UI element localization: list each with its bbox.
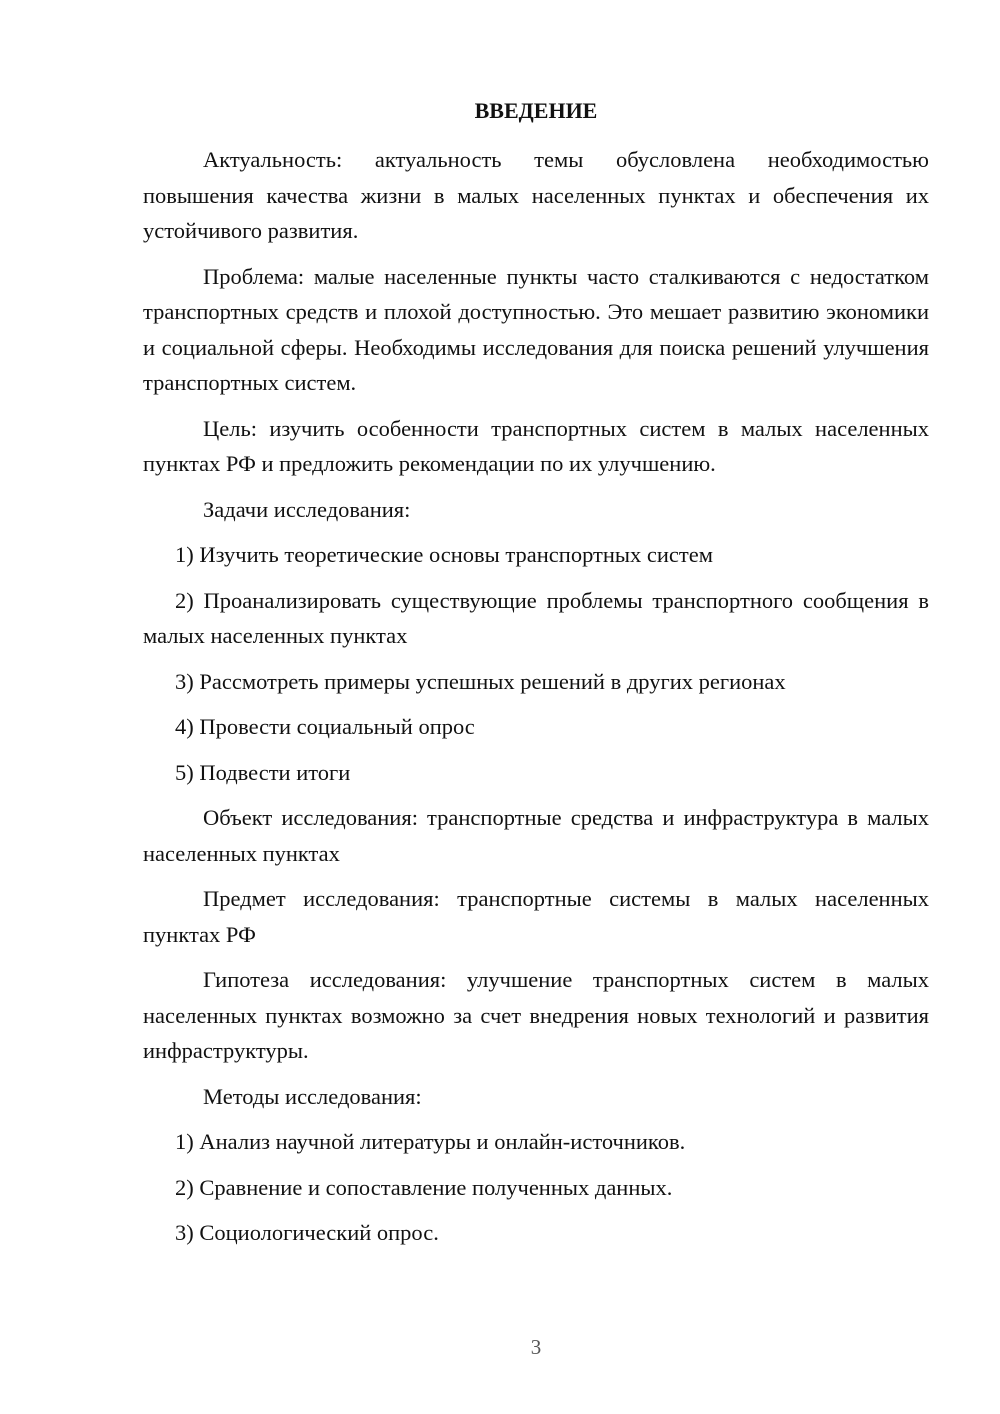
task-item: 1) Изучить теоретические основы транспортных систем xyxy=(175,542,713,567)
paragraph-relevance: Актуальность: актуальность темы обусловлена необходимостью повышения качества жизни в малых населенных пунктах и обеспечения их устойчивого развития. xyxy=(143,147,929,243)
document-body xyxy=(143,142,929,1261)
paragraph-problem: Проблема: малые населенные пункты часто сталкиваются с недостатком транспортных средств и плохой доступностью. Это мешает развитию экономики и социальной сферы. Необходимы исследования для поиска решений улучшения транспортных систем. xyxy=(143,263,929,395)
page-title: ВВЕДЕНИЕ xyxy=(474,98,598,123)
method-item: 2) Сравнение и сопоставление полученных данных. xyxy=(175,1174,673,1200)
paragraph-goal: Цель: изучить особенности транспортных систем в малых населенных пунктах РФ и предложить рекомендации по их улучшению. xyxy=(143,415,929,476)
page-number: 3 xyxy=(530,1335,542,1359)
tasks-heading: Задачи исследования: xyxy=(203,496,411,522)
method-item: 1) Анализ научной литературы и онлайн-источников. xyxy=(175,1129,686,1154)
task-item: 4) Провести социальный опрос xyxy=(175,714,475,739)
method-item: 3) Социологический опрос. xyxy=(175,1220,439,1245)
task-item: 2) Проанализировать существующие проблемы транспортного сообщения в малых населенных пунктах xyxy=(143,587,929,648)
paragraph-object: Объект исследования: транспортные средства и инфраструктура в малых населенных пунктах xyxy=(143,805,929,866)
paragraph-hypothesis: Гипотеза исследования: улучшение транспортных систем в малых населенных пунктах возможно за счет внедрения новых технологий и развития инфраструктуры. xyxy=(143,967,929,1063)
task-item: 5) Подвести итоги xyxy=(175,759,351,785)
paragraph-subject: Предмет исследования: транспортные системы в малых населенных пунктах РФ xyxy=(143,886,929,947)
methods-heading: Методы исследования: xyxy=(203,1083,422,1109)
task-item: 3) Рассмотреть примеры успешных решений в других регионах xyxy=(175,668,786,694)
